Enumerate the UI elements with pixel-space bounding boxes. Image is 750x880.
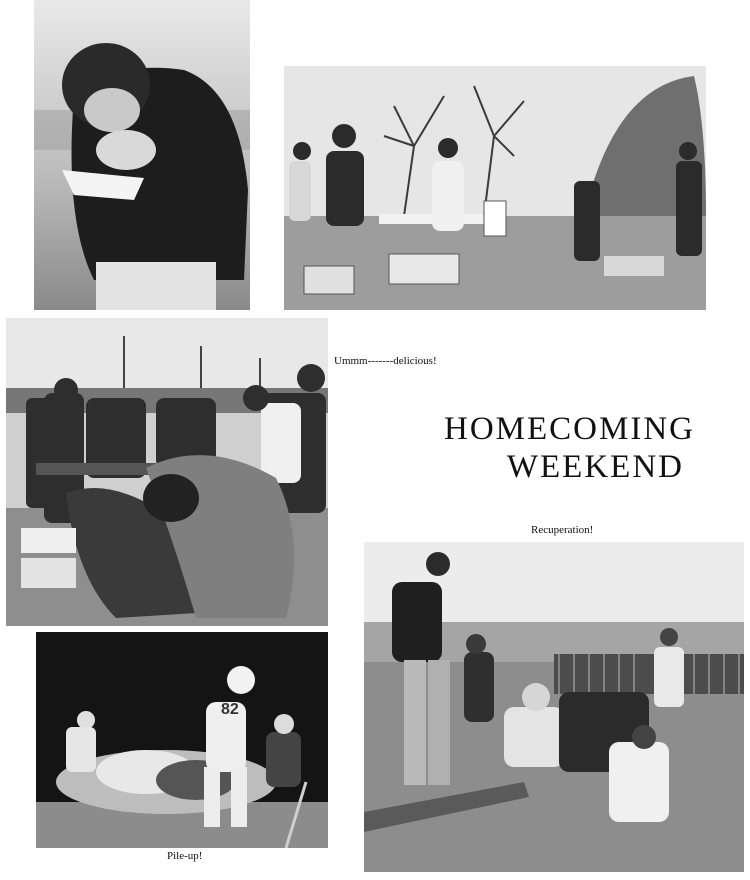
- photo-boy-eating: [34, 0, 250, 310]
- photo-recuperation: [364, 542, 744, 872]
- caption-pileup: Pile-up!: [167, 850, 203, 862]
- svg-text:82: 82: [221, 701, 239, 718]
- title-line-1: HOMECOMING: [444, 411, 695, 447]
- photo-crowd-grill: [6, 318, 328, 626]
- photo-football-pileup: [36, 632, 328, 848]
- title-line-2: WEEKEND: [506, 449, 684, 485]
- caption-recuperation: Recuperation!: [531, 524, 594, 536]
- photo-outdoor-picnic: [284, 66, 706, 310]
- caption-delicious: Ummm-------delicious!: [334, 355, 437, 367]
- page-title: [444, 410, 695, 486]
